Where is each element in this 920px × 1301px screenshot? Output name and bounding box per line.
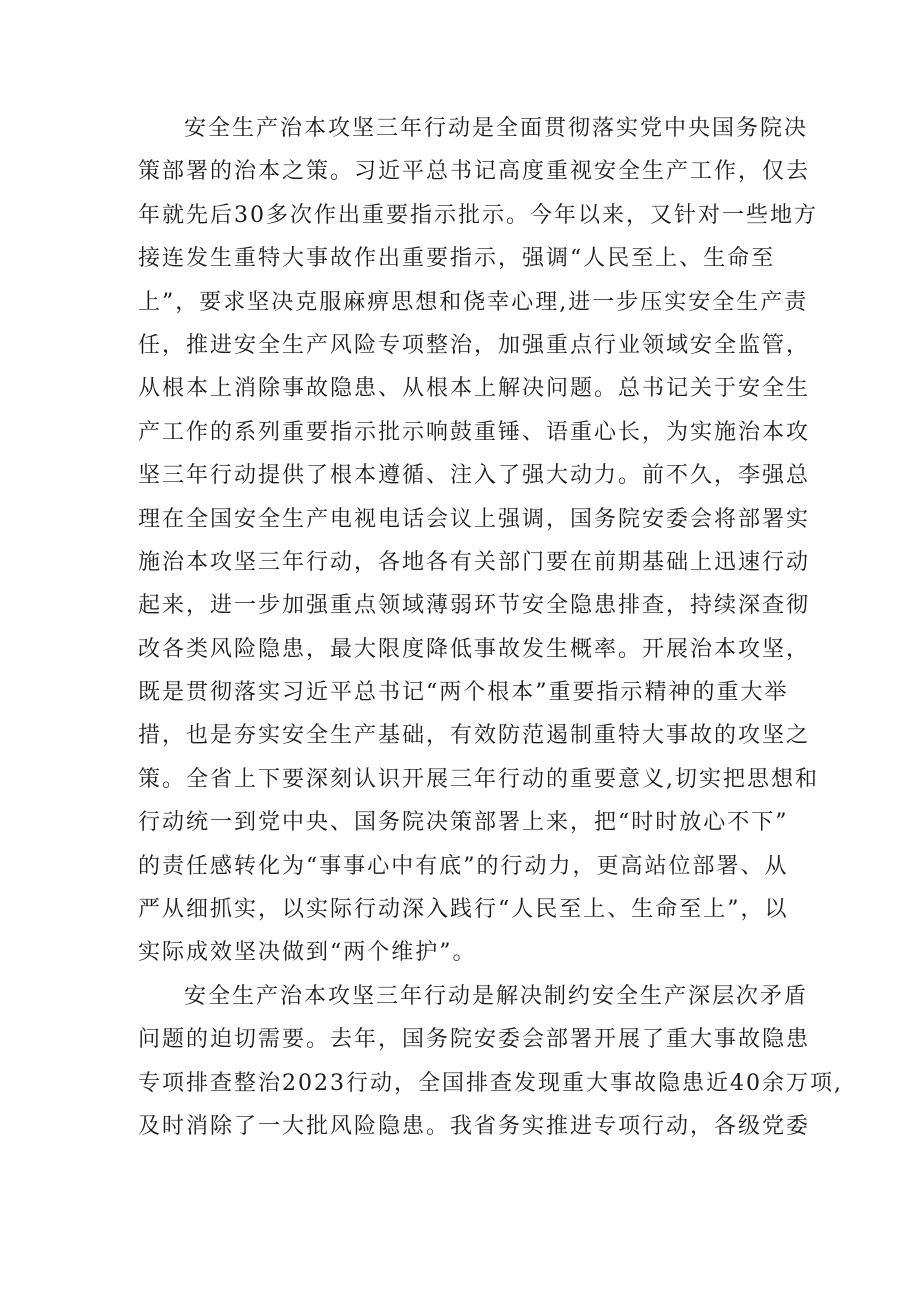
text-line: 策。全省上下要深刻认识开展三年行动的重要意义,切实把思想和 bbox=[138, 766, 819, 792]
text-line: 理在全国安全生产电视电话会议上强调，国务院安委会将部署实 bbox=[138, 506, 811, 532]
document-body bbox=[138, 107, 843, 1148]
text-line: 从根本上消除事故隐患、从根本上解决问题。总书记关于安全生 bbox=[138, 376, 811, 402]
text-line: 严从细抓实，以实际行动深入践行“人民至上、生命至上”，以 bbox=[138, 897, 789, 923]
text-line: 策部署的治本之策。习近平总书记高度重视安全生产工作，仅去 bbox=[138, 159, 811, 185]
text-line: 安全生产治本攻坚三年行动是全面贯彻落实党中央国务院决 bbox=[184, 116, 809, 141]
text-line: 行动统一到党中央、国务院决策部署上来，把“时时放心不下” bbox=[138, 810, 789, 836]
text-line: 坚三年行动提供了根本遵循、注入了强大动力。前不久，李强总 bbox=[138, 463, 811, 489]
text-line: 产工作的系列重要指示批示响鼓重锤、语重心长，为实施治本攻 bbox=[138, 419, 811, 445]
text-line: 施治本攻坚三年行动，各地各有关部门要在前期基础上迅速行动 bbox=[138, 549, 811, 575]
text-line: 及时消除了一大批风险隐患。我省务实推进专项行动，各级党委 bbox=[138, 1113, 811, 1139]
text-line: 问题的迫切需要。去年，国务院安委会部署开展了重大事故隐患 bbox=[138, 1027, 811, 1053]
text-line: 安全生产治本攻坚三年行动是解决制约安全生产深层次矛盾 bbox=[184, 983, 809, 1009]
text-line: 实际成效坚决做到“两个维护”。 bbox=[138, 940, 477, 966]
text-line: 措，也是夯实安全生产基础，有效防范遏制重特大事故的攻坚之 bbox=[138, 723, 811, 749]
text-line: 既是贯彻落实习近平总书记“两个根本”重要指示精神的重大举 bbox=[138, 680, 789, 706]
paragraph-2 bbox=[138, 975, 843, 1149]
text-line: 年就先后30多次作出重要指示批示。今年以来，又针对一些地方 bbox=[138, 202, 818, 228]
text-line: 接连发生重特大事故作出重要指示，强调“人民至上、生命至 bbox=[138, 246, 776, 272]
paragraph-1 bbox=[138, 107, 819, 975]
text-line: 改各类风险隐患，最大限度降低事故发生概率。开展治本攻坚， bbox=[138, 636, 811, 662]
text-line: 起来，进一步加强重点领域薄弱环节安全隐患排查，持续深查彻 bbox=[138, 593, 811, 619]
text-line: 上”，要求坚决克服麻痹思想和侥幸心理,进一步压实安全生产责 bbox=[138, 289, 809, 315]
text-line: 的责任感转化为“事事心中有底”的行动力，更高站位部署、从 bbox=[138, 853, 789, 879]
text-line: 任，推进安全生产风险专项整治，加强重点行业领域安全监管， bbox=[138, 332, 811, 358]
text-line: 专项排查整治2023行动，全国排查发现重大事故隐患近40余万项, bbox=[138, 1070, 843, 1096]
